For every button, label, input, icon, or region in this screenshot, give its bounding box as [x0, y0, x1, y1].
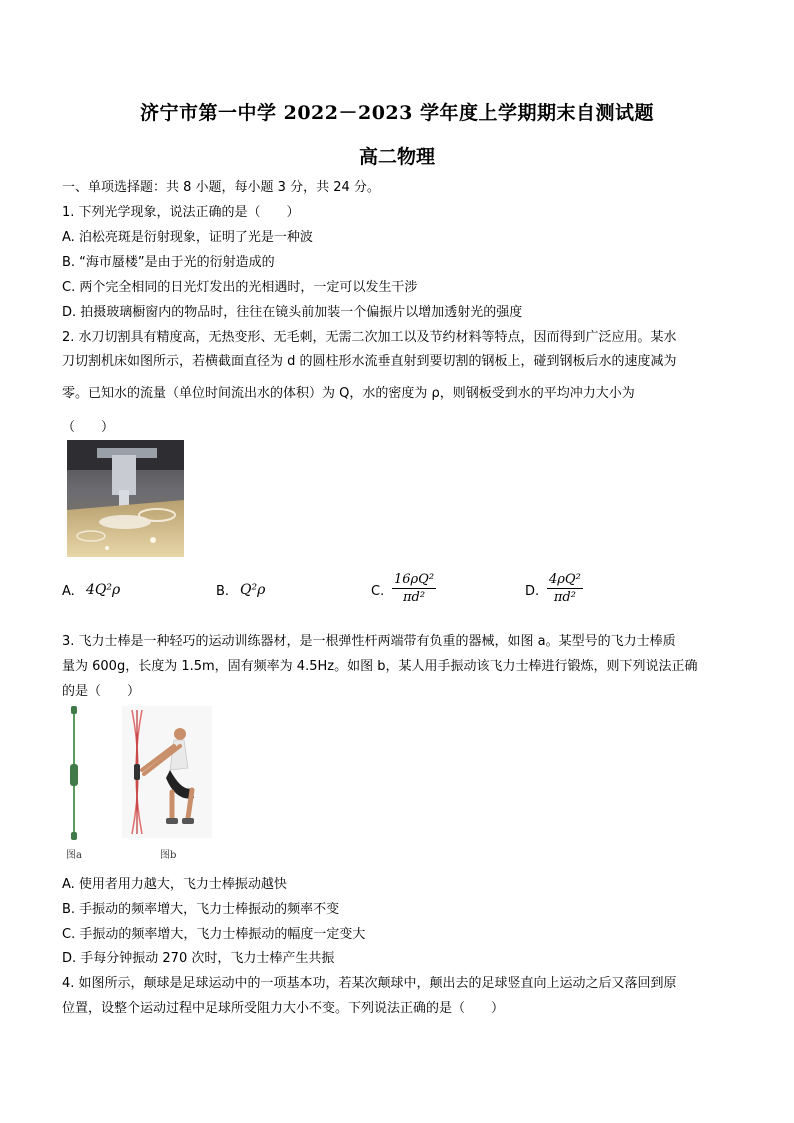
exam-title: 济宁市第一中学 2022－2023 学年度上学期期末自测试题: [140, 102, 654, 124]
section-heading: 一、单项选择题：共 8 小题，每小题 3 分，共 24 分。: [62, 180, 380, 195]
q3-stem-line1: 3. 飞力士棒是一种轻巧的运动训练器材，是一根弹性杆两端带有负重的器械，如图 a。某型号的飞力士棒质: [62, 634, 676, 649]
figure-b-caption: 图b: [160, 850, 177, 861]
q1-option-c: C. 两个完全相同的日光灯发出的光相遇时，一定可以发生干涉: [62, 280, 418, 295]
q3-option-c: C. 手振动的频率增大，飞力士棒振动的幅度一定变大: [62, 927, 366, 942]
q2-option-a-label: A.: [62, 584, 75, 599]
q2-option-a-expr: 4Q²ρ: [86, 582, 121, 598]
q2-option-d-numerator: 4ρQ²: [549, 572, 581, 587]
q2-option-d-denominator: πd²: [553, 590, 576, 605]
q3-option-d: D. 手每分钟振动 270 次时，飞力士棒产生共振: [62, 951, 335, 966]
q1-option-b: B. “海市蜃楼”是由于光的衍射造成的: [62, 255, 275, 270]
person-flexi-bar-figure-b: [122, 706, 212, 838]
waterjet-cutting-photo: [67, 440, 184, 557]
q2-option-c-label: C.: [371, 584, 385, 599]
q2-option-b-label: B.: [216, 584, 230, 599]
q3-stem-line2: 量为 600g，长度为 1.5m，固有频率为 4.5Hz。如图 b，某人用手振动该飞力士棒进行锻炼，则下列说法正确: [62, 659, 698, 674]
q3-stem-line3: 的是（ ）: [62, 684, 141, 699]
flexi-bar-figure-a: [64, 706, 84, 841]
q4-stem-line1: 4. 如图所示，颠球是足球运动中的一项基本功，若某次颠球中，颠出去的足球竖直向上运动之后又落回到原: [62, 976, 677, 991]
figure-a-caption: 图a: [66, 850, 82, 861]
q2-stem-line1: 2. 水刀切割具有精度高，无热变形、无毛刺，无需二次加工以及节约材料等特点，因而得到广泛应用。某水: [62, 330, 677, 345]
q4-stem-line2: 位置，设整个运动过程中足球所受阻力大小不变。下列说法正确的是（ ）: [62, 1001, 505, 1016]
q1-stem: 1. 下列光学现象，说法正确的是（ ）: [62, 205, 300, 220]
exam-subtitle: 高二物理: [358, 146, 435, 168]
q2-option-d-label: D.: [525, 584, 540, 599]
q2-option-c-numerator: 16ρQ²: [394, 572, 435, 587]
q2-stem-line3: 零。已知水的流量（单位时间流出水的体积）为 Q，水的密度为 ρ，则钢板受到水的平均冲力大小为: [62, 386, 635, 401]
q2-option-b-expr: Q²ρ: [240, 582, 266, 598]
q2-option-d-fraction: [547, 572, 583, 605]
q2-option-c-denominator: πd²: [402, 590, 426, 605]
q3-option-b: B. 手振动的频率增大，飞力士棒振动的频率不变: [62, 902, 340, 917]
q3-option-a: A. 使用者用力越大，飞力士棒振动越快: [62, 877, 287, 892]
q2-stem-line2: 刀切割机床如图所示，若横截面直径为 d 的圆柱形水流垂直射到要切割的钢板上，碰到钢板后水的速度减为: [62, 354, 677, 369]
q2-stem-line4: （ ）: [62, 420, 115, 435]
q1-option-a: A. 泊松亮斑是衍射现象，证明了光是一种波: [62, 230, 313, 245]
q2-option-c-fraction: [392, 572, 436, 605]
q1-option-d: D. 拍摄玻璃橱窗内的物品时，往往在镜头前加装一个偏振片以增加透射光的强度: [62, 305, 523, 320]
